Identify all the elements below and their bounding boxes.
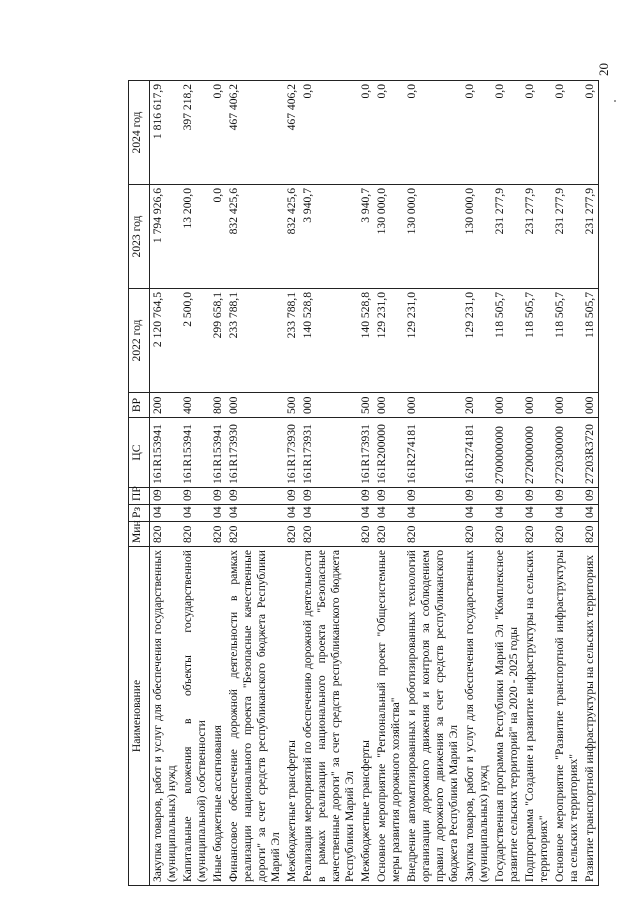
row-rz: 04 bbox=[522, 505, 552, 522]
row-2024: 0,0 bbox=[552, 81, 582, 185]
row-2022: 118 505,7 bbox=[492, 289, 522, 393]
table-row bbox=[404, 81, 462, 886]
row-min: 820 bbox=[522, 522, 552, 547]
row-rz: 04 bbox=[462, 505, 492, 522]
row-min: 820 bbox=[582, 522, 599, 547]
row-pr: 09 bbox=[358, 488, 374, 505]
row-name: Государственная программа Республики Марий Эл "Комплексное развитие сельских территорий" на 2020 - 2025 годы bbox=[492, 547, 522, 886]
row-vr: 000 bbox=[552, 393, 582, 418]
row-rz: 04 bbox=[150, 505, 181, 522]
table-row bbox=[582, 81, 599, 886]
row-2023: 3 940,7 bbox=[300, 185, 358, 289]
row-2024: 397 218,2 bbox=[180, 81, 210, 185]
header-2024: 2024 год bbox=[129, 81, 150, 185]
row-pr: 09 bbox=[374, 488, 404, 505]
row-name: Финансовое обеспечение дорожной деятельности в рамках реализации национального проекта "Безопасные качественные дороги" за счет средств республиканского бюджета Республики Марий Эл bbox=[226, 547, 284, 886]
header-2022: 2022 год bbox=[129, 289, 150, 393]
row-pr: 09 bbox=[492, 488, 522, 505]
row-pr: 09 bbox=[210, 488, 226, 505]
row-2022: 129 231,0 bbox=[374, 289, 404, 393]
row-cs: 161R153941 bbox=[180, 418, 210, 488]
row-2023: 130 000,0 bbox=[462, 185, 492, 289]
row-cs: 161R153941 bbox=[150, 418, 181, 488]
row-vr: 000 bbox=[582, 393, 599, 418]
row-rz: 04 bbox=[374, 505, 404, 522]
row-2024: 0,0 bbox=[374, 81, 404, 185]
row-2023: 130 000,0 bbox=[374, 185, 404, 289]
row-min: 820 bbox=[358, 522, 374, 547]
row-name: Межбюджетные трансферты bbox=[284, 547, 300, 886]
row-2022: 129 231,0 bbox=[404, 289, 462, 393]
table-row bbox=[284, 81, 300, 886]
table-row bbox=[226, 81, 284, 886]
row-min: 820 bbox=[226, 522, 284, 547]
row-vr: 800 bbox=[210, 393, 226, 418]
table-row bbox=[552, 81, 582, 886]
row-pr: 09 bbox=[300, 488, 358, 505]
row-min: 820 bbox=[180, 522, 210, 547]
row-cs: 161R173931 bbox=[358, 418, 374, 488]
header-vr: ВР bbox=[129, 393, 150, 418]
row-name: Закупка товаров, работ и услуг для обеспечения государственных (муниципальных) нужд bbox=[150, 547, 181, 886]
row-rz: 04 bbox=[210, 505, 226, 522]
scan-dot bbox=[614, 100, 616, 102]
row-pr: 09 bbox=[582, 488, 599, 505]
row-rz: 04 bbox=[226, 505, 284, 522]
row-pr: 09 bbox=[150, 488, 181, 505]
row-2022: 233 788,1 bbox=[226, 289, 284, 393]
row-name: Межбюджетные трансферты bbox=[358, 547, 374, 886]
row-pr: 09 bbox=[404, 488, 462, 505]
row-2022: 140 528,8 bbox=[300, 289, 358, 393]
row-rz: 04 bbox=[404, 505, 462, 522]
row-rz: 04 bbox=[358, 505, 374, 522]
row-pr: 09 bbox=[522, 488, 552, 505]
row-2022: 233 788,1 bbox=[284, 289, 300, 393]
table-row bbox=[522, 81, 552, 886]
row-cs: 2720300000 bbox=[552, 418, 582, 488]
row-vr: 200 bbox=[462, 393, 492, 418]
row-vr: 000 bbox=[226, 393, 284, 418]
row-name: Развитие транспортной инфраструктуры на сельских территориях bbox=[582, 547, 599, 886]
row-name: Капитальные вложения в объекты государственной (муниципальной) собственности bbox=[180, 547, 210, 886]
budget-table bbox=[128, 80, 599, 886]
row-vr: 500 bbox=[284, 393, 300, 418]
row-min: 820 bbox=[300, 522, 358, 547]
row-2024: 0,0 bbox=[582, 81, 599, 185]
row-2023: 231 277,9 bbox=[552, 185, 582, 289]
header-min: Мин bbox=[129, 522, 150, 547]
header-2023: 2023 год bbox=[129, 185, 150, 289]
row-2023: 231 277,9 bbox=[582, 185, 599, 289]
row-2022: 129 231,0 bbox=[462, 289, 492, 393]
header-rz: Рз bbox=[129, 505, 150, 522]
row-min: 820 bbox=[374, 522, 404, 547]
row-cs: 27203R3720 bbox=[582, 418, 599, 488]
row-rz: 04 bbox=[492, 505, 522, 522]
row-vr: 000 bbox=[492, 393, 522, 418]
page-number: 20 bbox=[596, 63, 611, 76]
row-vr: 500 bbox=[358, 393, 374, 418]
row-name: Закупка товаров, работ и услуг для обеспечения государственных (муниципальных) нужд bbox=[462, 547, 492, 886]
row-2022: 2 120 764,5 bbox=[150, 289, 181, 393]
row-2024: 0,0 bbox=[300, 81, 358, 185]
row-cs: 161R173931 bbox=[300, 418, 358, 488]
row-name: Внедрение автоматизированных и роботизированных технологий организации дорожного движения и контроля за соблюдением правил дорожного движения за счет средств республиканского бюджета Республики Марий Эл bbox=[404, 547, 462, 886]
row-vr: 000 bbox=[374, 393, 404, 418]
table-row bbox=[210, 81, 226, 886]
table-row bbox=[462, 81, 492, 886]
row-name: Основное мероприятие "Региональный проект "Общесистемные меры развития дорожного хозяйства" bbox=[374, 547, 404, 886]
row-min: 820 bbox=[404, 522, 462, 547]
table-row bbox=[374, 81, 404, 886]
row-vr: 200 bbox=[150, 393, 181, 418]
row-rz: 04 bbox=[552, 505, 582, 522]
row-cs: 161R274181 bbox=[462, 418, 492, 488]
row-name: Реализация мероприятий по обеспечению дорожной деятельности в рамках реализации национального проекта "Безопасные качественные дороги" за счет средств республиканского бюджета Республики Марий Эл bbox=[300, 547, 358, 886]
row-2023: 832 425,6 bbox=[284, 185, 300, 289]
row-cs: 161R274181 bbox=[404, 418, 462, 488]
header-name: Наименование bbox=[129, 547, 150, 886]
table-row bbox=[492, 81, 522, 886]
row-min: 820 bbox=[150, 522, 181, 547]
row-pr: 09 bbox=[462, 488, 492, 505]
row-vr: 000 bbox=[300, 393, 358, 418]
row-min: 820 bbox=[462, 522, 492, 547]
table-row bbox=[358, 81, 374, 886]
table-row bbox=[150, 81, 181, 886]
row-cs: 161R173930 bbox=[284, 418, 300, 488]
row-2023: 0,0 bbox=[210, 185, 226, 289]
row-pr: 09 bbox=[284, 488, 300, 505]
row-2024: 0,0 bbox=[210, 81, 226, 185]
row-2022: 118 505,7 bbox=[582, 289, 599, 393]
row-cs: 161R200000 bbox=[374, 418, 404, 488]
row-vr: 400 bbox=[180, 393, 210, 418]
row-2022: 299 658,1 bbox=[210, 289, 226, 393]
row-2023: 13 200,0 bbox=[180, 185, 210, 289]
row-name: Основное мероприятие "Развитие транспортной инфраструктуры на сельских территориях" bbox=[552, 547, 582, 886]
row-2023: 130 000,0 bbox=[404, 185, 462, 289]
row-min: 820 bbox=[210, 522, 226, 547]
row-min: 820 bbox=[284, 522, 300, 547]
row-cs: 2720000000 bbox=[522, 418, 552, 488]
row-2022: 2 500,0 bbox=[180, 289, 210, 393]
table-header-row bbox=[129, 81, 150, 886]
row-2023: 3 940,7 bbox=[358, 185, 374, 289]
row-vr: 000 bbox=[404, 393, 462, 418]
row-2024: 467 406,2 bbox=[284, 81, 300, 185]
row-2023: 832 425,6 bbox=[226, 185, 284, 289]
row-2024: 0,0 bbox=[492, 81, 522, 185]
row-2022: 140 528,8 bbox=[358, 289, 374, 393]
row-min: 820 bbox=[492, 522, 522, 547]
row-vr: 000 bbox=[522, 393, 552, 418]
row-cs: 161R153941 bbox=[210, 418, 226, 488]
row-rz: 04 bbox=[300, 505, 358, 522]
row-name: Иные бюджетные ассигнования bbox=[210, 547, 226, 886]
header-cs: ЦС bbox=[129, 418, 150, 488]
row-pr: 09 bbox=[552, 488, 582, 505]
row-2024: 1 816 617,9 bbox=[150, 81, 181, 185]
row-rz: 04 bbox=[582, 505, 599, 522]
row-2023: 231 277,9 bbox=[492, 185, 522, 289]
table-row bbox=[180, 81, 210, 886]
row-rz: 04 bbox=[180, 505, 210, 522]
row-2022: 118 505,7 bbox=[552, 289, 582, 393]
row-2024: 467 406,2 bbox=[226, 81, 284, 185]
row-2023: 231 277,9 bbox=[522, 185, 552, 289]
row-min: 820 bbox=[552, 522, 582, 547]
row-pr: 09 bbox=[226, 488, 284, 505]
row-cs: 161R173930 bbox=[226, 418, 284, 488]
table-row bbox=[300, 81, 358, 886]
rotated-page-content bbox=[128, 80, 596, 886]
header-pr: ПР bbox=[129, 488, 150, 505]
row-2023: 1 794 926,6 bbox=[150, 185, 181, 289]
row-2024: 0,0 bbox=[404, 81, 462, 185]
row-2024: 0,0 bbox=[358, 81, 374, 185]
row-name: Подпрограмма "Создание и развитие инфраструктуры на сельских территориях" bbox=[522, 547, 552, 886]
row-2022: 118 505,7 bbox=[522, 289, 552, 393]
row-pr: 09 bbox=[180, 488, 210, 505]
row-2024: 0,0 bbox=[522, 81, 552, 185]
row-cs: 2700000000 bbox=[492, 418, 522, 488]
row-rz: 04 bbox=[284, 505, 300, 522]
row-2024: 0,0 bbox=[462, 81, 492, 185]
